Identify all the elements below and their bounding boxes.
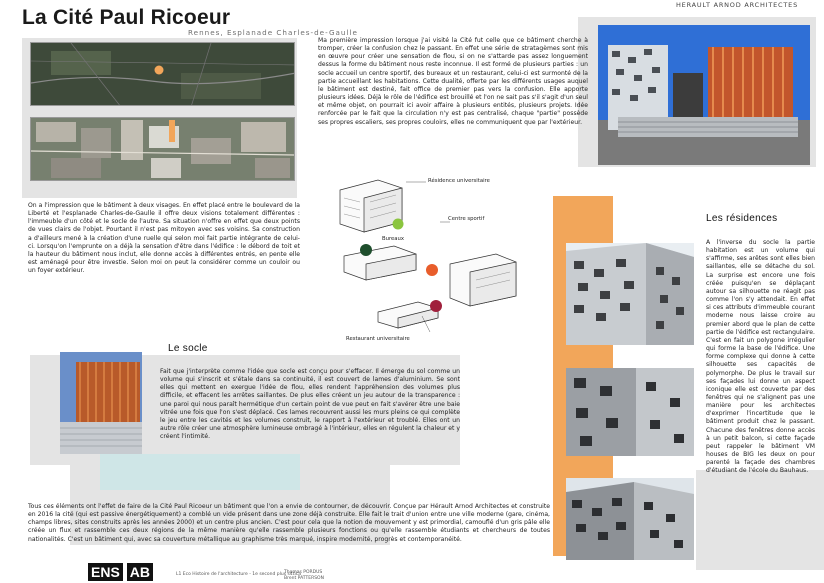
conclusion-paragraph: Tous ces éléments ont l'effet de faire de la Cité Paul Ricoeur un bâtiment que l'on a envie de contourner, de découvrir. Conçue par Hérault Arnod Architectes et construite en 2016 la cité (qui est passive énergétiquement) a comblé un vide présent dans une zone déjà construite. Elle fait le trait d'union entre une ville moderne (gare, cinéma, champs libres, sites construits après les années 2000) et un centre plus ancien. C'est pour cela que la notion de mouvement y est primordial, camouflé d'un gris pâle elle créée un flux et rassemble ces deux régions de la même manière qu'elle rassemble plusieurs fonctions ou qu'elle rassemble étudiants et chercheurs de toutes nationalités. C'est un bâtiment qui, avec sa couverture métallique au graphisme très marqué, inspire modernité, progrès et contemporanéité. [28, 503, 550, 543]
socle-paragraph: Fait que j'interprète comme l'idée que socle est conçu pour s'effacer. Il émerge du sol comme un volume qui s'inscrit et s'étale dans sa continuité, il est couvert de lames d'aluminium. Se sont elles qui mettent en exergue l'idée de flou, elles rendent l'appréhension des volumes plus difficile, et effacent les arrêtes saillantes. De plus elles créent un jeu autour de la transparence : une paroi qui nous paraît hermétique d'un certain point de vue peut en fait s'avérer être une baie vitrée une fois que l'on s'est déplacé. Ces lames recouvrent aussi les murs pleins ce qui complète le jeu entre les cavités et les volumes construit, le rapport à l'extérieur et troublé. Elles ont un autre rôle créer une atmosphère lumineuse ombragé à l'intérieur, elles en régulent la chaleur et y créent l'intimité. [160, 368, 460, 441]
background-block-right [696, 470, 824, 570]
residence-photo-3-graphic [566, 478, 694, 560]
building-photo-main-graphic [598, 25, 810, 165]
socle-photo-graphic [60, 352, 142, 454]
socle-photo [60, 352, 142, 454]
course-label: L1 Eco Histoire de l'architecture - 1e second plus s4tica [176, 572, 301, 577]
logo-left: ENS [88, 563, 123, 581]
location-marker-icon [155, 66, 164, 75]
label-bureaux: Bureaux [382, 236, 405, 242]
teal-block-socle [100, 454, 300, 490]
restaurant-color-dot [430, 300, 442, 312]
page-subtitle: Rennes, Esplanade Charles-de-Gaulle [188, 28, 358, 37]
sport-color-dot [426, 264, 438, 276]
city-map [30, 42, 295, 106]
residence-photo-2-graphic [566, 368, 694, 456]
residence-photo-1-graphic [566, 243, 694, 345]
site-highlight-icon [169, 120, 175, 142]
residences-heading: Les résidences [706, 213, 778, 224]
label-sport: Centre sportif [448, 216, 485, 222]
label-restaurant: Restaurant universitaire [346, 336, 410, 342]
author-1: Thomas PORDUS [284, 570, 323, 575]
aerial-view-graphic [31, 118, 295, 181]
label-residence: Résidence universitaire [428, 178, 490, 184]
residence-photo-3 [566, 478, 694, 560]
residence-photo-2 [566, 368, 694, 456]
residence-photo-1 [566, 243, 694, 345]
building-photo-main [598, 25, 810, 165]
architect-firm: HERAULT ARNOD ARCHITECTES [675, 1, 798, 9]
socle-heading: Le socle [168, 343, 208, 354]
residences-paragraph: A l'inverse du socle la partie habitation est un volume qui s'affirme, ses arêtes sont elles bien saillantes, elle se détache du sol. La surprise est encore une fois créée puisqu'en se déplaçant autour sa silhouette ne réagit pas comme l'on s'y attendait. En effet si ces attributs d'immeuble courant moderne nous laisse croire au premier abord que le plan de cette partie de l'édifice est rectangulaire. C'est en fait un polygone irrégulier qui forme la base de l'édifice. Une forme complexe qui donne à cette silhouette ses capacités de polymorphe. De plus le travail sur ses façades lui donne un aspect iconique elle est couverte par des fenêtres qui ne s'alignent pas une manière pour les architectes d'exprimer l'incertitude que le bâtiment produit chez le passant. Chacune des fenêtres donne accès à un petit balcon, si cette façade peut rappeler le bâtiment VM houses de BIG les deux on pour parenté la façade des chambres d'étudiant de l'école du Bauhaus. [706, 239, 815, 475]
residence-color-dot [393, 219, 404, 230]
program-diagram [330, 172, 540, 352]
author-2: Brent PATTERSON [284, 576, 324, 581]
bureaux-color-dot [360, 244, 372, 256]
site-paragraph: On a l'impression que le bâtiment à deux visages. En effet placé entre le boulevard de la Liberté et l'esplanade Charles-de-Gaulle il offre deux visions totalement différentes : l'immeuble d'un côté et le socle de l'autre. Sa situation n'offre en effet que deux points de vues clairs de l'objet. Pourtant il n'est pas mitoyen avec ses voisins. Sa construction a d'ailleurs mené à la création d'une ruelle qui selon moi fait partie intégrante de celui-ci. Lorsqu'on l'emprunte on a déjà la sensation d'être dans l'édifice : le débord de toit et la hauteur du bâtiment nous inclut, elle donne accès à différentes entrés, en pente elle est aménagé pour être investie. Selon moi on peut la considérer comme un couloir ou un foyer extérieur. [28, 202, 300, 275]
ensab-logo [88, 562, 153, 582]
logo-right: AB [127, 563, 153, 581]
intro-paragraph: Ma première impression lorsque j'ai visité la Cité fut celle que ce bâtiment cherche à tromper, créer la confusion chez le passant. En effet une série de stratagèmes sont mis en œuvre pour créer une sensation de flou, si on ne s'attarde pas assez longuement dessus la forme du bâtiment nous reste inconnue. Il est formé de plusieurs parties : un socle accueil un centre sportif, des bureaux et un restaurant, celui-ci est surmonté de la partie accueillant les habitations. Cette dualité, offerte par les différents usages auquel le bâtiment est destiné, fait office de premier pas vers la confusion. Elle apporte plusieurs idées. Déjà le rôle de l'édifice est brouillé et l'on ne sait pas s'il s'agit d'un seul et même objet, on pourrait ici avoir affaire à plusieurs entités, plusieurs projets. Idée renforcée par le fait que la circulation n'y est pas centralisé, chaque "partie" possède ses propres escaliers, ses propres couloirs, elles ne communiquent que par l'extérieur. [318, 37, 588, 126]
aerial-view [30, 117, 295, 181]
city-map-graphic [31, 43, 295, 106]
program-diagram-graphic [330, 172, 540, 352]
page-title: La Cité Paul Ricoeur [22, 6, 231, 29]
